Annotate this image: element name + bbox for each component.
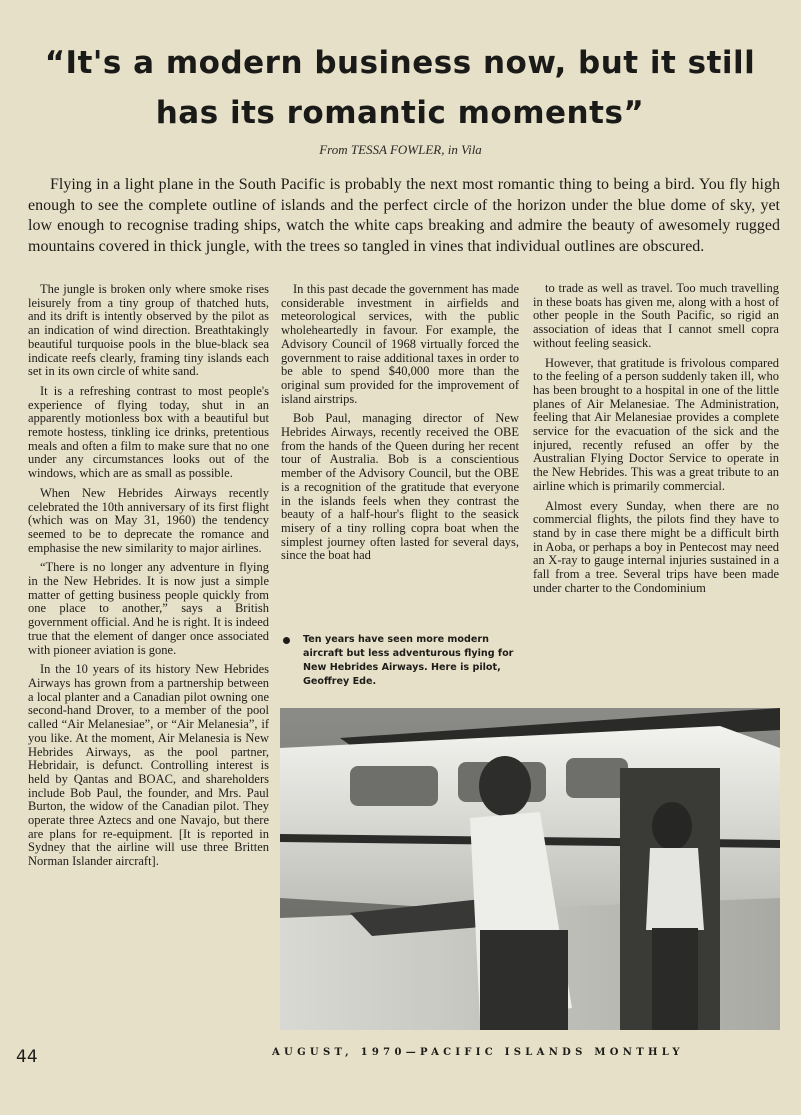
caption-bullet-icon	[283, 637, 290, 644]
column-3-paragraph-1: to trade as well as travel. Too much travelling in these boats has given me, along with a host of other people in the South Pacific, so rigid an association of ideas that I cannot smell copra without feeling seasick.	[533, 281, 779, 350]
column-3-paragraph-2: However, that gratitude is frivolous compared to the feeling of a person suddenly taken ill, who has been brought to a hospital in one of the little planes of Air Melanesiae. The Administration, feeling that Air Melanesiae provides a complete service for the evacuation of the sick and the injured, recently refused an offer by the Australian Flying Doctor Service to operate in the New Hebrides. This was a great tribute to an airline which is primarily commercial.	[533, 355, 779, 493]
column-1-paragraph-1: The jungle is broken only where smoke rises leisurely from a tiny group of thatched huts, and its drift is intently observed by the pilot as an indication of wind direction. Breathtakingly beautiful turquoise pools in the blue-black sea indicate reefs clearly, framing tiny islands each set in its own circle of white sand.	[28, 282, 269, 379]
column-3-paragraph-3: Almost every Sunday, when there are no commercial flights, the pilots find they have to stand by in case there might be a difficult birth in Aoba, or perhaps a boy in Pentecost may need an X-ray to gauge internal injuries sustained in a fall from a tree. Several trips have been made under charter to the Condominium	[533, 498, 779, 595]
boy-head	[652, 802, 692, 850]
photo-caption-text: Ten years have seen more modern aircraft but less adventurous flying for New Hebrides Airways. Here is pilot, Geoffrey Ede.	[303, 634, 514, 687]
publication-line: AUGUST, 1970—PACIFIC ISLANDS MONTHLY	[272, 1047, 684, 1058]
page-number: 44	[16, 1047, 38, 1067]
cabin-window-1	[350, 766, 438, 806]
column-2-paragraph-1: In this past decade the government has made considerable investment in airfields and meteorological services, with the public wholeheartedly in favour. For example, the Advisory Council of 1968 virtually forced the government to raise additional taxes in order to be able to spend $40,000 more than the original sum provided for the improvement of island airstrips.	[281, 282, 519, 406]
pilot-trousers	[480, 930, 568, 1030]
column-1-paragraph-3: When New Hebrides Airways recently celebrated the 10th anniversary of its first flight (which was on May 31, 1960) the tendency seemed to be to deprecate the romance and emphasise the new similarity to major airlines.	[28, 485, 269, 555]
aircraft-photo-illustration	[280, 708, 780, 1030]
article-headline: “It's a modern business now, but it still has its romantic moments”	[44, 45, 756, 131]
boy-trousers	[652, 928, 698, 1030]
page-footer	[0, 1045, 801, 1075]
column-1-paragraph-5: In the 10 years of its history New Hebrides Airways has grown from a partnership between a local planter and a Canadian pilot owning one second-hand Drover, to a member of the pool called “Air Melanesiae”, or “Air Melanesia”, if you like. At the moment, Air Melanesia is New Hebrides Airways, as the pool partner, Hebridair, is defunct. Controlling interest is held by Qantas and BOAC, and shareholders include Bob Paul, the founder, and Mrs. Paul Burton, the widow of the Canadian pilot. They operate three Aztecs and one Navajo, but there are plans for re-equipment. [It is reported in Sydney that the airline will use three Britten Norman Islander aircraft].	[28, 662, 269, 869]
article-byline: From TESSA FOWLER, in Vila	[319, 142, 482, 157]
cabin-window-3	[566, 758, 628, 798]
column-2-paragraph-2: Bob Paul, managing director of New Hebrides Airways, recently received the OBE from the hands of the Queen during her recent tour of Australia. Bob is a conscientious member of the Advisory Council, but the OBE is a recognition of the gratitude that everyone in the islands feels when they contrast the beauty of a half-hour's flight to the seasick misery of a tiny rolling copra boat when the simplest journey often lasted for several days, since the boat had	[281, 411, 519, 563]
article-column-3	[533, 282, 779, 595]
column-1-paragraph-2: It is a refreshing contrast to most people's experience of flying today, shut in an apparently motionless box with a beautiful but remote hostess, tinkling ice drinks, pretentious meals and often a film to make sure that no one under any circumstances looks out of the windows, which are as small as possible.	[28, 383, 269, 481]
article-intro: Flying in a light plane in the South Pacific is probably the next most romantic thing to being a bird. You fly high enough to see the complete outline of islands and the perfect circle of the horizon under the blue dome of sky, yet low enough to recognise trading ships, watch the white caps breaking and admire the beauty of awesomely rugged mountains covered in thick jungle, with the trees so tangled in vines that individual outlines are obscured.	[28, 176, 780, 255]
article-column-2	[281, 283, 519, 563]
pilot-head	[479, 756, 531, 816]
photo-caption	[281, 633, 519, 689]
aircraft-photo	[280, 708, 780, 1030]
boy-shirt	[646, 848, 704, 930]
column-1-paragraph-4: “There is no longer any adventure in flying in the New Hebrides. It is now just a simple matter of getting business people quickly from one place to another,” says a British government official. And he is right. It is indeed true that the element of danger once associated with pioneer aviation is gone.	[28, 560, 269, 657]
article-column-1	[28, 283, 269, 869]
